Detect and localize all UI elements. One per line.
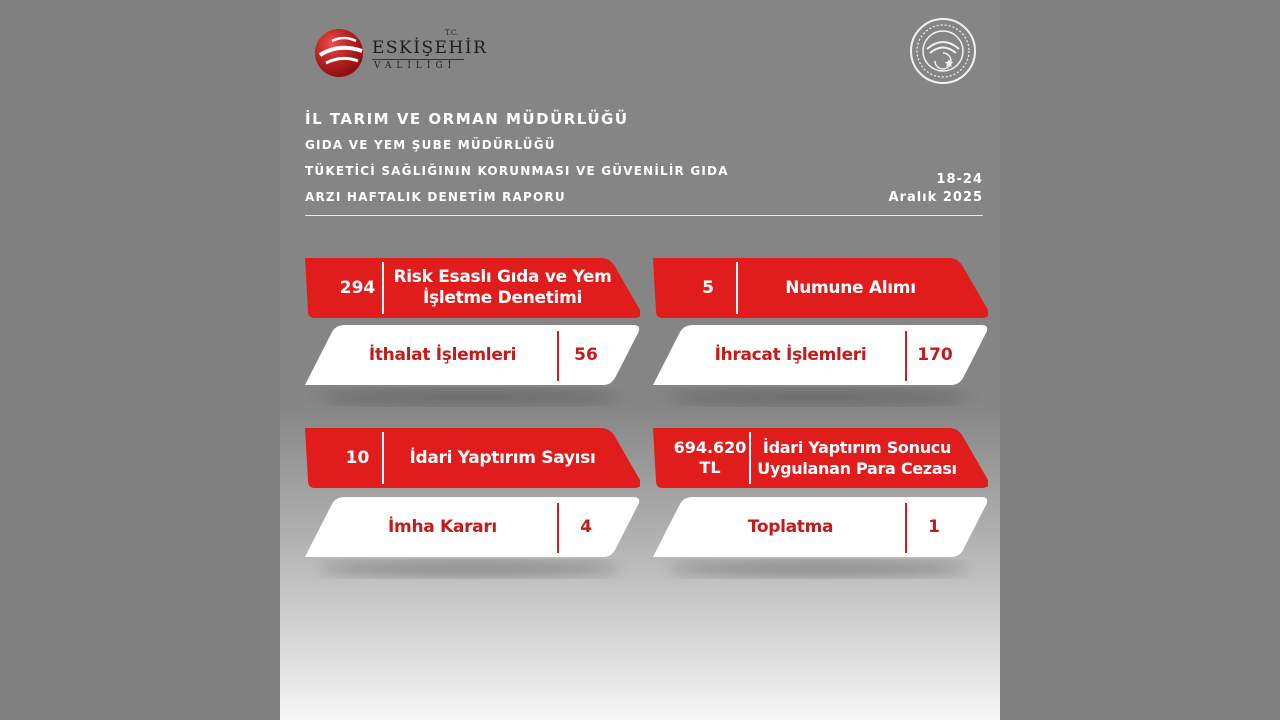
logo-title: ESKİŞEHİR — [372, 38, 488, 58]
card-imha-label: İmha Kararı — [388, 516, 497, 537]
card-idari-label: İdari Yaptırım Sayısı — [409, 447, 596, 468]
date-range: 18-24 — [936, 172, 983, 187]
card-separator — [557, 331, 559, 381]
card-separator — [905, 503, 907, 553]
card-idari-yaptirim — [305, 428, 640, 488]
report-poster — [280, 0, 1000, 720]
card-separator — [905, 331, 907, 381]
header-line-4: ARZI HAFTALIK DENETİM RAPORU — [305, 190, 566, 204]
valilik-emblem-icon — [312, 25, 367, 80]
header-line-1: İL TARIM VE ORMAN MÜDÜRLÜĞÜ — [305, 110, 629, 128]
card-ceza-value-amount: 694.620 — [673, 438, 747, 457]
card-ceza-label-2: Uygulanan Para Cezası — [757, 459, 957, 478]
eskisehir-valiligi-logo — [312, 25, 488, 80]
report-header — [305, 106, 729, 210]
card-numune-alimi — [653, 258, 988, 318]
card-separator — [749, 432, 751, 484]
card-toplatma-label: Toplatma — [747, 516, 834, 537]
header-line-3: TÜKETİCİ SAĞLIĞININ KORUNMASI VE GÜVENİLİR GIDA — [305, 164, 729, 178]
card-ihracat-value: 170 — [917, 344, 953, 365]
card-separator — [382, 262, 384, 314]
card-ceza-label — [753, 428, 961, 488]
date-month-year: Aralık 2025 — [888, 190, 983, 205]
card-ceza-value — [671, 428, 749, 488]
card-risk-label-2: İşletme Denetimi — [422, 288, 583, 308]
logo-tc-text: T.C. — [445, 29, 459, 37]
card-toplatma-value: 1 — [928, 516, 940, 537]
card-separator — [557, 503, 559, 553]
card-ceza-value-currency: TL — [699, 458, 721, 477]
report-date — [888, 171, 983, 207]
card-numune-value: 5 — [702, 277, 714, 298]
card-toplatma — [653, 497, 988, 557]
card-para-cezasi — [653, 428, 988, 488]
card-ihracat — [653, 325, 988, 385]
card-ihracat-label: İhracat İşlemleri — [714, 344, 867, 365]
card-risk-label-1: Risk Esaslı Gıda ve Yem — [393, 267, 612, 287]
header-divider — [305, 215, 983, 216]
card-ceza-label-1: İdari Yaptırım Sonucu — [762, 438, 952, 457]
card-separator — [382, 432, 384, 484]
card-separator — [736, 262, 738, 314]
card-ithalat-value: 56 — [574, 344, 598, 365]
card-risk-value: 294 — [339, 277, 376, 298]
card-imha-karari — [305, 497, 640, 557]
card-imha-value: 4 — [580, 516, 592, 537]
header-line-2: GIDA VE YEM ŞUBE MÜDÜRLÜĞÜ — [305, 138, 556, 152]
card-risk-label — [390, 258, 615, 318]
card-numune-label: Numune Alımı — [785, 277, 916, 298]
logo-underline — [372, 59, 464, 60]
ministry-seal-icon — [909, 17, 977, 85]
card-ithalat-label: İthalat İşlemleri — [368, 344, 517, 365]
card-idari-value: 10 — [345, 447, 370, 468]
card-ithalat — [305, 325, 640, 385]
card-risk-denetim — [305, 258, 640, 318]
logo-subtitle: VALİLİĞİ — [374, 61, 457, 71]
